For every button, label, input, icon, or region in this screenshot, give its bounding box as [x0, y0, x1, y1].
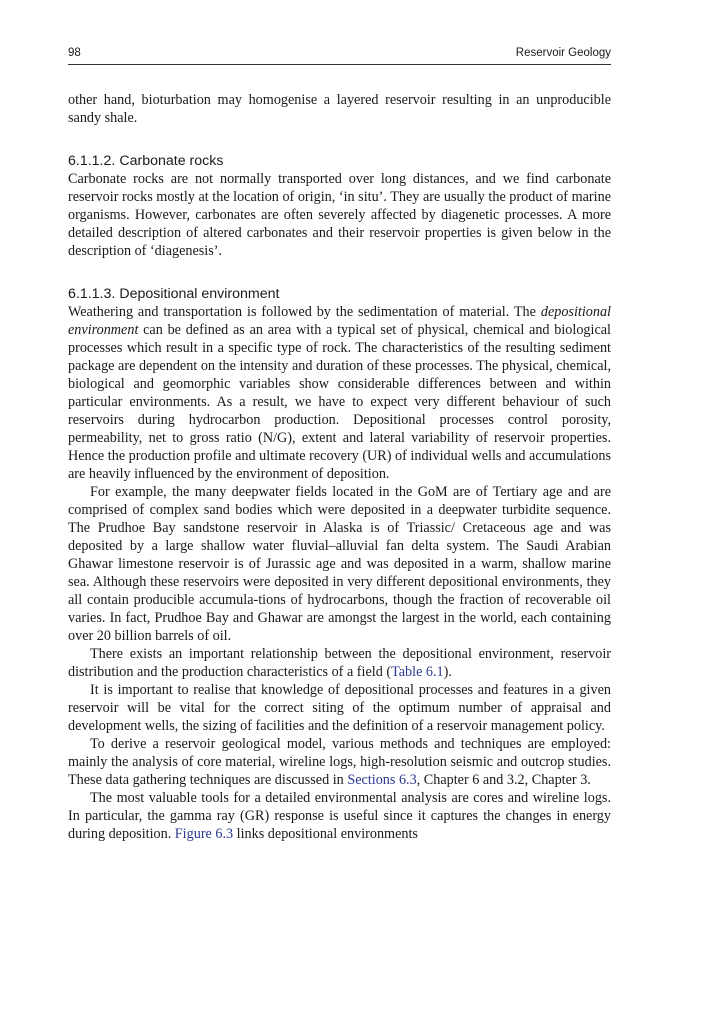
page-number: 98	[68, 47, 81, 59]
figure-6-3-link[interactable]: Figure 6.3	[174, 826, 234, 842]
depositional-paragraph-6	[68, 789, 611, 843]
text-run: To derive a reservoir geological model, various methods and techniques are employed: mainly the analysis of core material, wireline logs, high-resolution seismic and outcrop studies. These data gathering techniques are discussed in	[68, 736, 611, 788]
depositional-paragraph-2: For example, the many deepwater fields located in the GoM are of Tertiary age and are comprised of complex sand bodies which were deposited in a deepwater turbidite sequence. The Prudhoe Bay sandstone reservoir in Alaska is of Triassic/ Cretaceous age and was deposited by a large shallow water fluvial–alluvial fan delta system. The Saudi Arabian Ghawar limestone reservoir is of Jurassic age and was deposited in a warm, shallow marine sea. Although these reservoirs were deposited in very different depositional environments, they all contain producible accumula-tions of hydrocarbons, though the fraction of recoverable oil varies. In fact, Prudhoe Bay and Ghawar are amongst the largest in the world, each containing over 20 billion barrels of oil.	[68, 484, 611, 644]
depositional-paragraph-5	[68, 735, 611, 789]
text-run: can be defined as an area with a typical set of physical, chemical and biological processes which result in a specific type of rock. The characteristics of the resulting sediment package are dependent on the intensity and duration of these processes. The physical, chemical, biological and geomorphic variables show considerable differences between and within particular environments. As a result, we have to expect very different behaviour of such reservoirs during hydrocarbon production. Depositional processes control porosity, permeability, net to gross ratio (N/G), extent and lateral variability of reservoir properties. Hence the production profile and ultimate recovery (UR) of individual wells and accumulations are heavily influenced by the environment of deposition.	[68, 322, 611, 482]
carbonate-paragraph: Carbonate rocks are not normally transported over long distances, and we find carbonate reservoir rocks mostly at the location of origin, ‘in situ’. They are usually the product of marine organisms. However, carbonates are often severely affected by diagenetic processes. A more detailed description of altered carbonates and their reservoir properties is given below in the description of ‘diagenesis’.	[68, 171, 611, 259]
section-number: 6.1.1.2.	[68, 153, 116, 169]
text-run: Weathering and transportation is followed by the sedimentation of material. The	[68, 304, 541, 320]
defined-term: depositional environment	[68, 304, 611, 338]
text-run: , Chapter 6 and 3.2, Chapter 3.	[416, 772, 591, 788]
running-title: Reservoir Geology	[515, 47, 611, 59]
section-heading-carbonate	[68, 152, 611, 170]
depositional-paragraph-4: It is important to realise that knowledge of depositional processes and features in a given reservoir will be vital for the correct siting of the optimum number of appraisal and development wells, the sizing of facilities and the definition of a reservoir management policy.	[68, 682, 611, 734]
text-run: There exists an important relationship between the depositional environment, reservoir distribution and the production characteristics of a field (	[68, 646, 611, 680]
depositional-paragraph-3	[68, 645, 611, 681]
section-heading-depositional	[68, 285, 611, 303]
table-6-1-link[interactable]: Table 6.1	[391, 664, 444, 680]
text-run: The most valuable tools for a detailed environmental analysis are cores and wireline logs. In particular, the gamma ray (GR) response is useful since it captures the changes in energy during deposition.	[68, 790, 611, 842]
text-run: ).	[443, 664, 452, 680]
intro-paragraph: other hand, bioturbation may homogenise a layered reservoir resulting in an unproducible sandy shale.	[68, 92, 611, 126]
section-title: Carbonate rocks	[119, 153, 224, 169]
section-title: Depositional environment	[119, 286, 280, 302]
section-number: 6.1.1.3.	[68, 286, 116, 302]
depositional-paragraph-1	[68, 303, 611, 483]
running-header	[68, 46, 611, 65]
sections-6-3-link[interactable]: Sections 6.3	[347, 772, 417, 788]
page-body	[68, 91, 611, 843]
text-run: links depositional environments	[233, 826, 418, 842]
